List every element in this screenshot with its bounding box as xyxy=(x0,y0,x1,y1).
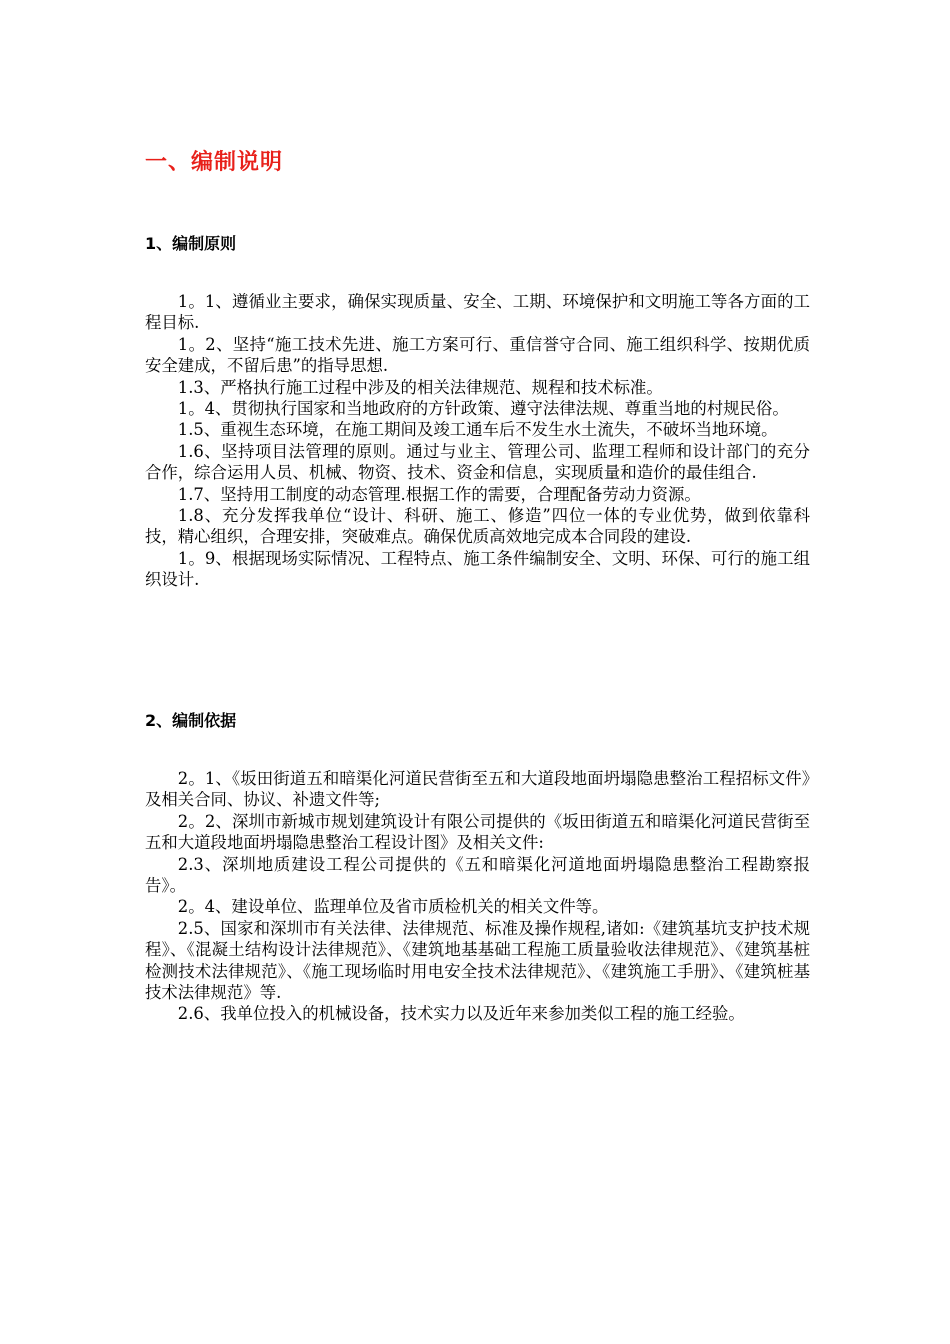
paragraph: 1。9、根据现场实际情况、工程特点、施工条件编制安全、文明、环保、可行的施工组织设计. xyxy=(145,548,810,590)
paragraph: 2.5、国家和深圳市有关法律、法律规范、标准及操作规程,诸如:《建筑基坑支护技术规程》、《混凝土结构设计法律规范》、《建筑地基基础工程施工质量验收法律规范》、《建筑基桩检测技术法律规范》、《施工现场临时用电安全技术法律规范》、《建筑施工手册》、《建筑桩基技术法律规范》等. xyxy=(145,918,810,1003)
paragraph: 1。1、遵循业主要求，确保实现质量、安全、工期、环境保护和文明施工等各方面的工程目标. xyxy=(145,292,810,333)
paragraph: 1。2、坚持“施工技术先进、施工方案可行、重信誉守合同、施工组织科学、按期优质安全建成，不留后患”的指导思想. xyxy=(145,334,810,376)
main-heading: 一、编制说明 xyxy=(145,150,284,175)
paragraph: 2。2、深圳市新城市规划建筑设计有限公司提供的《坂田街道五和暗渠化河道民营街至五和大道段地面坍塌隐患整治工程设计图》及相关文件: xyxy=(145,811,810,853)
paragraph: 2。1、《坂田街道五和暗渠化河道民营街至五和大道段地面坍塌隐患整治工程招标文件》及相关合同、协议、补遗文件等; xyxy=(145,769,810,810)
paragraph: 1.5、重视生态环境，在施工期间及竣工通车后不发生水土流失，不破坏当地环境。 xyxy=(177,420,778,440)
section-heading-principles: 1、编制原则 xyxy=(145,234,237,253)
paragraph: 1。4、贯彻执行国家和当地政府的方针政策、遵守法律法规、尊重当地的村规民俗。 xyxy=(177,399,789,419)
section-heading-basis: 2、编制依据 xyxy=(145,711,237,730)
paragraph: 1.7、坚持用工制度的动态管理.根据工作的需要，合理配备劳动力资源。 xyxy=(177,484,701,504)
paragraph: 2.3、深圳地质建设工程公司提供的《五和暗渠化河道地面坍塌隐患整治工程勘察报告》。 xyxy=(145,854,810,896)
paragraph: 1.3、严格执行施工过程中涉及的相关法律规范、规程和技术标准。 xyxy=(177,377,663,397)
paragraph: 1.8、充分发挥我单位“设计、科研、施工、修造”四位一体的专业优势，做到依靠科技，精心组织，合理安排，突破难点。确保优质高效地完成本合同段的建设. xyxy=(145,506,810,547)
paragraph: 1.6、坚持项目法管理的原则。通过与业主、管理公司、监理工程师和设计部门的充分合作，综合运用人员、机械、物资、技术、资金和信息，实现质量和造价的最佳组合. xyxy=(145,441,810,483)
paragraph: 2.6、我单位投入的机械设备，技术实力以及近年来参加类似工程的施工经验。 xyxy=(177,1004,745,1024)
paragraph: 2。4、建设单位、监理单位及省市质检机关的相关文件等。 xyxy=(177,897,609,917)
section-body-basis xyxy=(145,768,810,1025)
section-body-principles xyxy=(145,291,810,591)
